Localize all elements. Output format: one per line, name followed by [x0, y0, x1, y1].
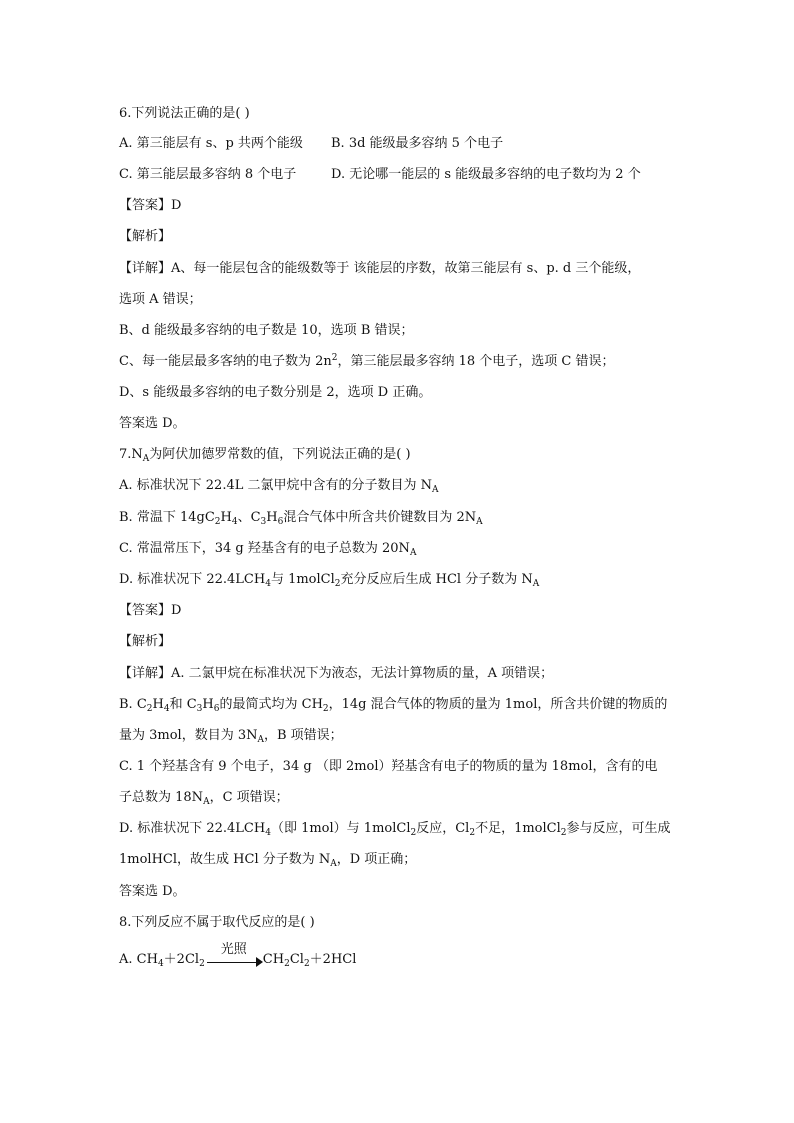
q7-option-b: B. 常温下 $14gC_2H_4$、$C_3H_6$混合气体中所含共价键数目为 $2N_A$ — [119, 510, 483, 527]
q6-options-cd — [119, 166, 641, 184]
reaction-condition: 光照 — [220, 942, 247, 957]
q8-stem: 8.下列反应不属于取代反应的是( ) — [119, 915, 315, 930]
q7-option-c: C. 常温常压下，34 g 羟基含有的电子总数为 $20N_A$ — [119, 541, 417, 558]
q7-stem: $7.N_A$为阿伏加德罗常数的值，下列说法正确的是( ) — [119, 447, 411, 464]
q7-detail-line: 子总数为 $18N_A$，C 项错误； — [119, 790, 289, 807]
q6-option-d: D. 无论哪一能层的 s 能级最多容纳的电子数均为 2 个 — [331, 167, 641, 182]
q7-detail-line: C. 1 个羟基含有 9 个电子，34 g （即 2mol）羟基含有电子的物质的量为 18mol，含有的电 — [119, 759, 658, 774]
q8-option-a: A. $CH_4+2Cl_2$ 光照 $CH_2Cl_2+2HCl$ — [119, 942, 357, 969]
q7-conclusion: 答案选 D。 — [119, 884, 186, 899]
q6-conclusion: 答案选 D。 — [119, 416, 186, 431]
q6-detail-line: 选项 A 错误； — [119, 292, 202, 307]
q7-detail-line: 【详解】A. 二氯甲烷在标准状况下为液态，无法计算物质的量，A 项错误； — [119, 666, 554, 681]
reaction-arrow — [205, 942, 263, 969]
q7-detail-line: 1molHCl，故生成 HCl 分子数为 $N_A$，D 项正确； — [119, 852, 417, 869]
q7-analysis-heading: 【解析】 — [119, 634, 172, 649]
q6-option-a: A. 第三能层有 s、p 共两个能级 — [119, 136, 303, 151]
q6-option-c: C. 第三能层最多容纳 8 个电子 — [119, 167, 297, 182]
q7-option-a: A. 标准状况下 22.4L 二氯甲烷中含有的分子数目为 $N_A$ — [119, 478, 439, 495]
q6-detail-line: C、每一能层最多客纳的电子数为 $2n^2$，第三能层最多容纳 18 个电子，选项 C 错误； — [119, 353, 615, 369]
q7-detail-line: 量为 3mol，数目为 $3N_A$，B 项错误； — [119, 728, 343, 745]
q6-stem: 6.下列说法正确的是( ) — [119, 106, 250, 121]
q6-detail-line: B、d 能级最多容纳的电子数是 10，选项 B 错误； — [119, 323, 414, 338]
q6-option-b: B. 3d 能级最多容纳 5 个电子 — [331, 136, 504, 151]
q6-analysis-heading: 【解析】 — [119, 229, 172, 244]
q6-answer: 【答案】D — [119, 198, 182, 213]
q7-detail-line: B. $C_2H_4$和 $C_3H_6$的最简式均为 $CH_2$，14g 混合气体的物质的量为 1mol，所含共价键的物质的 — [119, 697, 668, 714]
q7-answer: 【答案】D — [119, 603, 182, 618]
q7-option-d: D. 标准状况下 $22.4LCH_4$与 1molCl$_2$充分反应后生成 HCl 分子数为 $N_A$ — [119, 572, 540, 589]
q7-detail-line: D. 标准状况下 $22.4LCH_4$（即 1mol）与 1molCl$_2$反应，$Cl_2$不足，1molCl$_2$参与反应，可生成 — [119, 821, 671, 838]
q6-detail-line: 【详解】A、每一能层包含的能级数等于 该能层的序数，故第三能层有 s、p. d 三个能级， — [119, 261, 641, 276]
q6-options-ab — [119, 135, 503, 153]
q6-detail-line: D、s 能级最多容纳的电子数分别是 2，选项 D 正确。 — [119, 385, 432, 400]
